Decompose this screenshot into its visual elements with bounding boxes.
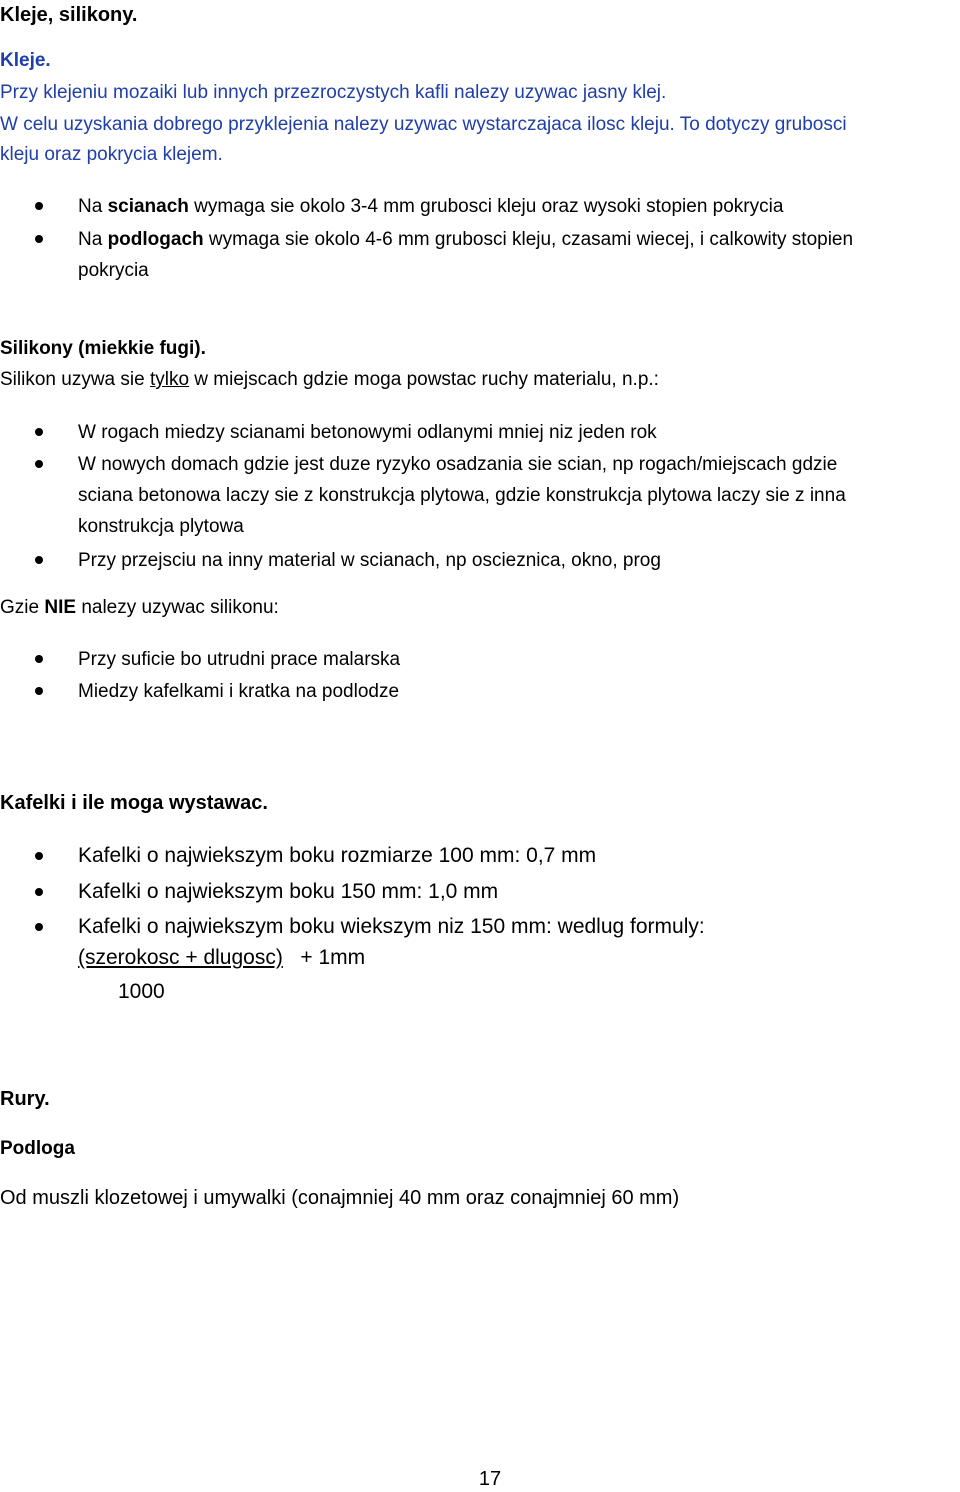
formula-underlined-text: (szerokosc + dlugosc) <box>78 946 283 969</box>
bullet-icon <box>35 202 43 210</box>
bullet-icon <box>35 888 43 896</box>
rury-heading: Rury. <box>0 1088 50 1110</box>
silikony-nie-line <box>0 597 279 619</box>
rury-line: Od muszli klozetowej i umywalki (conajmniej 40 mm oraz conajmniej 60 mm) <box>0 1187 680 1209</box>
bullet-text: W rogach miedzy scianami betonowymi odlanymi mniej niz jeden rok <box>78 422 657 443</box>
silikony-intro <box>0 369 659 391</box>
formula-denominator: 1000 <box>118 980 165 1003</box>
intro-text: w miejscach gdzie moga powstac ruchy materialu, n.p.: <box>189 369 659 390</box>
bullet-icon <box>35 556 43 564</box>
bullet-icon <box>35 460 43 468</box>
bullet-text: W nowych domach gdzie jest duze ryzyko osadzania sie scian, np rogach/miejscach gdzie <box>78 454 838 475</box>
bullet-icon <box>35 687 43 695</box>
bullet-bold-text: scianach <box>107 196 189 217</box>
nie-text: nalezy uzywac silikonu: <box>76 597 279 618</box>
bullet-icon <box>35 852 43 860</box>
kleje-heading: Kleje. <box>0 50 51 71</box>
rury-subheading: Podloga <box>0 1138 75 1159</box>
nie-bold-text: NIE <box>44 597 77 618</box>
bullet-icon <box>35 655 43 663</box>
bullet-text: Na <box>78 229 108 250</box>
bullet-bold-text: podlogach <box>107 229 204 250</box>
kleje-line-1: Przy klejeniu mozaiki lub innych przezroczystych kafli nalezy uzywac jasny klej. <box>0 82 667 103</box>
intro-underlined-text: tylko <box>149 369 190 390</box>
formula-tail-text: + 1mm <box>282 946 366 969</box>
nie-text: Gzie <box>0 597 45 618</box>
kleje-line-3: kleju oraz pokrycia klejem. <box>0 144 223 165</box>
formula-numerator <box>78 946 365 970</box>
bullet-text: Przy suficie bo utrudni prace malarska <box>78 649 401 670</box>
bullet-text: Przy przejsciu na inny material w scianach, np oscieznica, okno, prog <box>78 550 661 571</box>
bullet-text: Na <box>78 196 108 217</box>
kleje-line-2: W celu uzyskania dobrego przyklejenia nalezy uzywac wystarczajaca ilosc kleju. To dotyczy grubosci <box>0 114 847 135</box>
bullet-icon <box>35 235 43 243</box>
bullet-text: wymaga sie okolo 3-4 mm grubosci kleju oraz wysoki stopien pokrycia <box>188 196 784 217</box>
page-number: 17 <box>478 1468 502 1490</box>
bullet-text: sciana betonowa laczy sie z konstrukcja plytowa, gdzie konstrukcja plytowa laczy sie z inna <box>78 485 846 506</box>
main-title: Kleje, silikony. <box>0 4 138 26</box>
bullet-text: konstrukcja plytowa <box>78 516 244 537</box>
kafelki-heading: Kafelki i ile moga wystawac. <box>0 792 268 814</box>
bullet-text: Kafelki o najwiekszym boku wiekszym niz 150 mm: wedlug formuly: <box>78 915 705 938</box>
bullet-text: wymaga sie okolo 4-6 mm grubosci kleju, czasami wiecej, i calkowity stopien <box>203 229 854 250</box>
bullet-text: Miedzy kafelkami i kratka na podlodze <box>78 681 400 702</box>
intro-text: Silikon uzywa sie <box>0 369 150 390</box>
bullet-text: Kafelki o najwiekszym boku 150 mm: 1,0 mm <box>78 880 499 903</box>
silikony-heading: Silikony (miekkie fugi). <box>0 338 206 359</box>
bullet-text: pokrycia <box>78 260 149 281</box>
bullet-icon <box>35 923 43 931</box>
bullet-text: Kafelki o najwiekszym boku rozmiarze 100 mm: 0,7 mm <box>78 844 597 867</box>
bullet-icon <box>35 428 43 436</box>
